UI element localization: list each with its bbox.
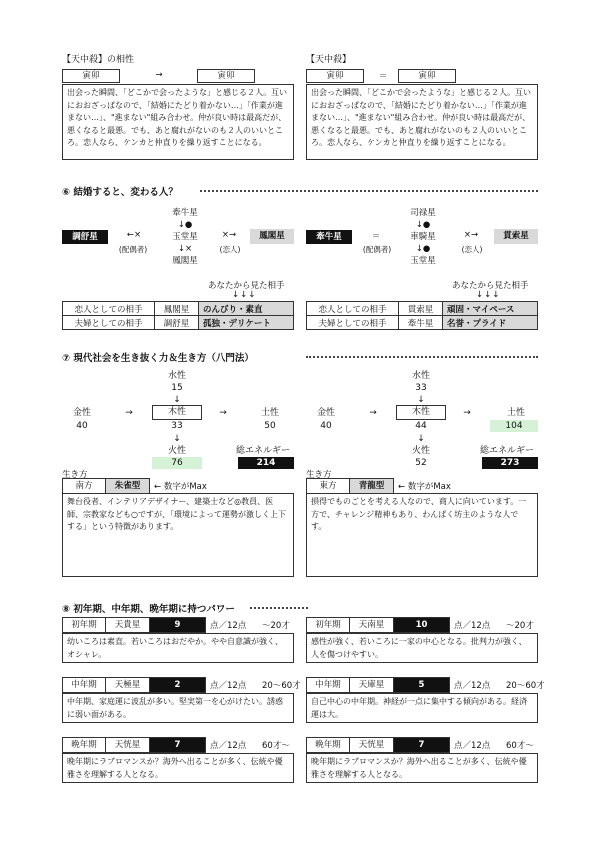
bottom-star: 鳳閣星 [172,256,198,266]
spouse-arrow: ←× [126,230,142,240]
max-note: ← 数字がMax [398,482,451,492]
period-desc: 幼いころは素直。若いころはおだやか。やや自意識が強く、オシャレ。 [62,633,294,663]
heading-divider [306,356,538,358]
spouse-note: (配偶者) [362,245,392,254]
wood-value: 44 [415,421,427,431]
fire-label: 火性 [167,446,186,456]
spouse-note: (配偶者) [118,245,148,254]
partner-star: 貫索星 [494,229,538,244]
table-row [63,316,294,330]
to-branch: 寅卯 [197,69,255,83]
period-bar [62,737,290,753]
period-desc: 自己中心の中年期。神経が一点に集中する傾向がある。経済運は大。 [306,693,538,723]
partner-table [306,301,538,330]
lover-note: (恋人) [219,245,241,254]
direction: 東方 [306,478,350,494]
period-desc: 中年期、家庭運に波乱が多い。堅実第一を心がけたい。誘惑に弱い面がある。 [62,693,294,723]
metal-label: 金性 [316,408,335,418]
section-8-heading: ⑧ 初年期、中年期、晩年期に持つパワー [62,604,235,615]
arrow-right: → [369,408,377,418]
tenchusatsu-desc: 出会った瞬間、「どこかで会ったような」と感じる２人。互いにおおざっぱなので、「結婚にたどり着かない…」「作業が進まない…」、"進まない"組み合わせ。仲が良い時は最高だが、悪くなると最悪。でも、あと腐れがないのも２人のいいところ。恋人なら、ケンカと仲直りを繰り返すことになる。 [62,84,294,160]
way-bar [62,478,207,494]
period-score: 10 [394,617,450,633]
period-desc: 晩年期にラブロマンスか？海外へ出ることが多く、伝統や優雅さを理解する人となる。 [306,753,538,783]
own-star: 牽牛星 [306,230,352,244]
wood-value: 33 [171,421,183,431]
own-star: 調舒星 [62,230,108,244]
row-star: 貫索星 [399,302,443,316]
arrow-right: → [125,408,133,418]
age-range: 〜20才 [506,621,534,631]
tenchusatsu-title: 【天中殺】 [306,55,352,65]
score-unit: 点／12点 [210,621,247,631]
period-star: 天極星 [106,677,150,693]
tenchusatsu-desc: 出会った瞬間、「どこかで会ったような」と感じる２人。互いにおおざっぱなので、「結婚にたどり着かない…」「作業が進まない…」、"進まない"組み合わせ。仲が良い時は最高だが、悪くなると最悪。でも、あと腐れがないのも２人のいいところ。恋人なら、ケンカと仲直りを繰り返すことになる。 [306,84,538,160]
lover-arrow: ×→ [221,230,237,240]
earth-label: 土性 [506,408,525,418]
way-bar [306,478,451,494]
period-desc: 感性が強く、若いころに一家の中心となる。批判力が強く、人を傷つけやすい。 [306,633,538,663]
to-branch: 寅卯 [398,69,456,83]
age-range: 60才〜 [262,741,290,751]
period-score: 7 [150,737,206,753]
fire-label: 火性 [411,446,430,456]
arrow-down: ↓ [417,395,425,405]
mid-star: 玉堂星 [172,232,198,242]
row-star: 調舒星 [155,316,199,330]
metal-value: 40 [76,421,88,431]
type-name: 青龍型 [350,478,394,494]
period-bar [62,677,301,693]
period-label: 晩年期 [306,737,350,753]
row-trait: のんびり・素直 [199,302,294,316]
water-label: 水性 [411,371,430,381]
period-star: 天貴星 [106,617,150,633]
earth-value: 50 [264,421,276,431]
heading-divider [200,190,538,192]
period-score: 9 [150,617,206,633]
heading-divider [250,607,308,609]
period-label: 初年期 [306,617,350,633]
period-score: 7 [394,737,450,753]
period-label: 中年期 [62,677,106,693]
total-label: 総エネルギー [479,446,534,456]
age-range: 60才〜 [506,741,534,751]
period-label: 晩年期 [62,737,106,753]
period-label: 初年期 [62,617,106,633]
score-unit: 点／12点 [454,741,491,751]
age-range: 〜20才 [262,621,290,631]
spouse-equal: ＝ [371,232,381,242]
type-name: 朱雀型 [106,478,150,494]
top-star: 牽牛星 [172,208,198,218]
period-star: 天恍星 [350,737,394,753]
row-trait: 名誉・プライド [443,316,538,330]
relation-arrow: → [155,70,163,80]
arrow-down: ↓ [417,434,425,444]
way-label: 生き方 [306,470,332,480]
tenchusatsu-title: 【天中殺】の相性 [62,55,135,65]
down-arrows: ↓↓↓ [232,290,257,300]
score-unit: 点／12点 [454,621,491,631]
table-row [307,302,538,316]
lover-arrow: ×→ [463,230,479,240]
age-range: 20〜60才 [506,681,545,691]
direction: 南方 [62,478,106,494]
row-label: 恋人としての相手 [307,302,399,316]
earth-label: 土性 [260,408,279,418]
relation-equal: ＝ [378,72,388,82]
period-star: 天南星 [350,617,394,633]
period-bar [306,677,545,693]
down-arrows: ↓↓↓ [476,290,501,300]
row-star: 牽牛星 [399,316,443,330]
period-star: 天恍星 [106,737,150,753]
table-row [63,302,294,316]
row-label: 夫婦としての相手 [63,316,155,330]
way-desc: 舞台役者、インテリアデザイナー、建築士など◎教員、医師、宗教家なども○ですが、「環境によって運勢が激しく上下する」という特徴があります。 [62,493,294,577]
top-star: 司禄星 [410,208,436,218]
partner-view-label: あなたから見た相手 [208,281,285,291]
from-branch: 寅卯 [306,69,364,83]
total-value: 273 [482,457,538,469]
row-label: 夫婦としての相手 [307,316,399,330]
down-mark-1: ↓● [415,220,431,230]
total-value: 214 [238,457,294,469]
way-label: 生き方 [62,470,88,480]
fire-value: 76 [152,457,202,469]
row-trait: 頑固・マイペース [443,302,538,316]
score-unit: 点／12点 [210,681,247,691]
mid-star: 車騎星 [410,232,436,242]
tenchusatsu-relation-row [306,69,538,85]
period-desc: 晩年期にラブロマンスか？海外へ出ることが多く、伝統や優雅さを理解する人となる。 [62,753,294,783]
down-mark-1: ↓● [177,220,193,230]
period-bar [306,737,534,753]
bottom-star: 玉堂星 [410,256,436,266]
partner-table [62,301,294,330]
section-7-heading: ⑦ 現代社会を生き抜く力＆生き方（八門法） [62,353,254,364]
period-star: 天庫星 [350,677,394,693]
partner-star: 鳳閣星 [250,229,294,244]
score-unit: 点／12点 [454,681,491,691]
metal-value: 40 [320,421,332,431]
water-value: 33 [415,383,427,393]
score-unit: 点／12点 [210,741,247,751]
total-label: 総エネルギー [235,446,290,456]
arrow-right: → [219,408,227,418]
row-label: 恋人としての相手 [63,302,155,316]
arrow-right: → [463,408,471,418]
table-row [307,316,538,330]
period-bar [306,617,534,633]
metal-label: 金性 [72,408,91,418]
fire-value: 52 [415,458,427,468]
max-note: ← 数字がMax [154,482,207,492]
row-trait: 孤独・デリケート [199,316,294,330]
water-value: 15 [171,383,183,393]
down-mark-2: ↓× [177,244,193,254]
earth-value: 104 [490,420,538,432]
section-6-heading: ⑥ 結婚すると、変わる人？ [62,187,178,198]
period-score: 2 [150,677,206,693]
arrow-down: ↓ [173,395,181,405]
period-label: 中年期 [306,677,350,693]
period-score: 5 [394,677,450,693]
wood-label: 木性 [152,405,202,420]
lover-note: (恋人) [461,245,483,254]
from-branch: 寅卯 [62,69,120,83]
row-star: 鳳閣星 [155,302,199,316]
wood-label: 木性 [396,405,446,420]
period-bar [62,617,290,633]
water-label: 水性 [167,371,186,381]
partner-view-label: あなたから見た相手 [452,281,529,291]
tenchusatsu-relation-row [62,69,294,85]
arrow-down: ↓ [173,434,181,444]
age-range: 20〜60才 [262,681,301,691]
way-desc: 損得でものごとを考える人なので、商人に向いています。一方で、チャレンジ精神もあり、わんぱく坊主のような人です。 [306,493,538,577]
down-mark-2: ↓● [415,244,431,254]
